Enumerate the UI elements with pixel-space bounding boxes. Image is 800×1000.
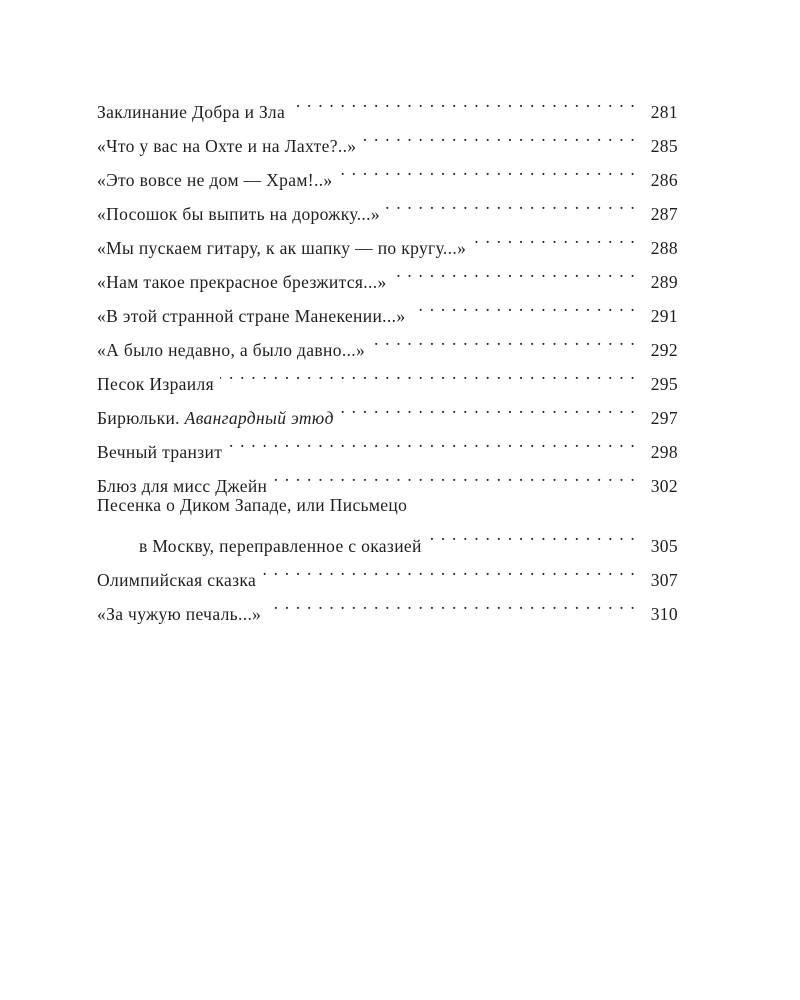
toc-entry-page: 310	[650, 604, 678, 624]
dot-leader	[393, 254, 636, 288]
toc-entry-continuation	[97, 518, 678, 556]
toc-entry-page: 286	[650, 170, 678, 190]
dot-leader	[273, 458, 636, 492]
toc-entry-title: «Мы пускаем гитару, к ак шапку — по кругу...»	[97, 238, 467, 258]
toc-entry-title: Блюз для мисс Джейн	[97, 476, 268, 496]
dot-leader	[340, 390, 636, 424]
dot-leader	[220, 356, 636, 390]
dot-leader	[386, 186, 636, 220]
toc-entry-page: 281	[650, 102, 678, 122]
dot-leader	[291, 84, 636, 118]
toc-entry-page: 302	[650, 476, 678, 496]
toc-entry-page: 305	[650, 536, 678, 556]
toc-entry-title: «А было недавно, а было давно...»	[97, 340, 366, 360]
dot-leader	[411, 288, 636, 322]
toc-entry-title: Заклинание Добра и Зла	[97, 102, 286, 122]
table-of-contents	[97, 84, 678, 624]
toc-entry-title: «Нам такое прекрасное брезжится...»	[97, 272, 387, 292]
toc-entry-title: «Посошок бы выпить на дорожку...»	[97, 204, 380, 224]
toc-entry-title-cont: в Москву, переправленное с оказией	[139, 536, 422, 556]
dot-leader	[339, 152, 636, 186]
dot-leader	[428, 518, 636, 552]
toc-entry-title-main: Бирюльки.	[97, 408, 180, 428]
toc-entry-page: 289	[650, 272, 678, 292]
dot-leader	[228, 424, 636, 458]
toc-entry-title: «Что у вас на Охте и на Лахте?..»	[97, 136, 357, 156]
toc-entry[interactable]	[97, 492, 678, 556]
dot-leader	[371, 322, 636, 356]
toc-entry-page: 298	[650, 442, 678, 462]
toc-entry-page: 288	[650, 238, 678, 258]
toc-entry-page: 297	[650, 408, 678, 428]
toc-entry-title: Вечный транзит	[97, 442, 223, 462]
dot-leader	[267, 586, 636, 620]
toc-entry-title: Песок Израиля	[97, 374, 215, 394]
dot-leader	[262, 552, 636, 586]
toc-entry-subtitle: Авангардный этюд	[184, 408, 334, 428]
toc-entry-title: «Это вовсе не дом — Храм!..»	[97, 170, 333, 190]
toc-entry-title: «За чужую печаль...»	[97, 604, 262, 624]
toc-entry-title: Олимпийская сказка	[97, 570, 257, 590]
dot-leader	[472, 220, 636, 254]
dot-leader	[362, 118, 636, 152]
toc-entry-title: Песенка о Диком Западе, или Письмецо	[97, 495, 408, 515]
toc-entry-page: 285	[650, 136, 678, 156]
toc-entry-title: «В этой странной стране Манекении...»	[97, 306, 406, 326]
toc-entry-page: 287	[650, 204, 678, 224]
toc-entry[interactable]	[97, 84, 678, 122]
toc-entry-page: 292	[650, 340, 678, 360]
toc-entry-page: 291	[650, 306, 678, 326]
toc-entry-page: 295	[650, 374, 678, 394]
toc-entry-page: 307	[650, 570, 678, 590]
